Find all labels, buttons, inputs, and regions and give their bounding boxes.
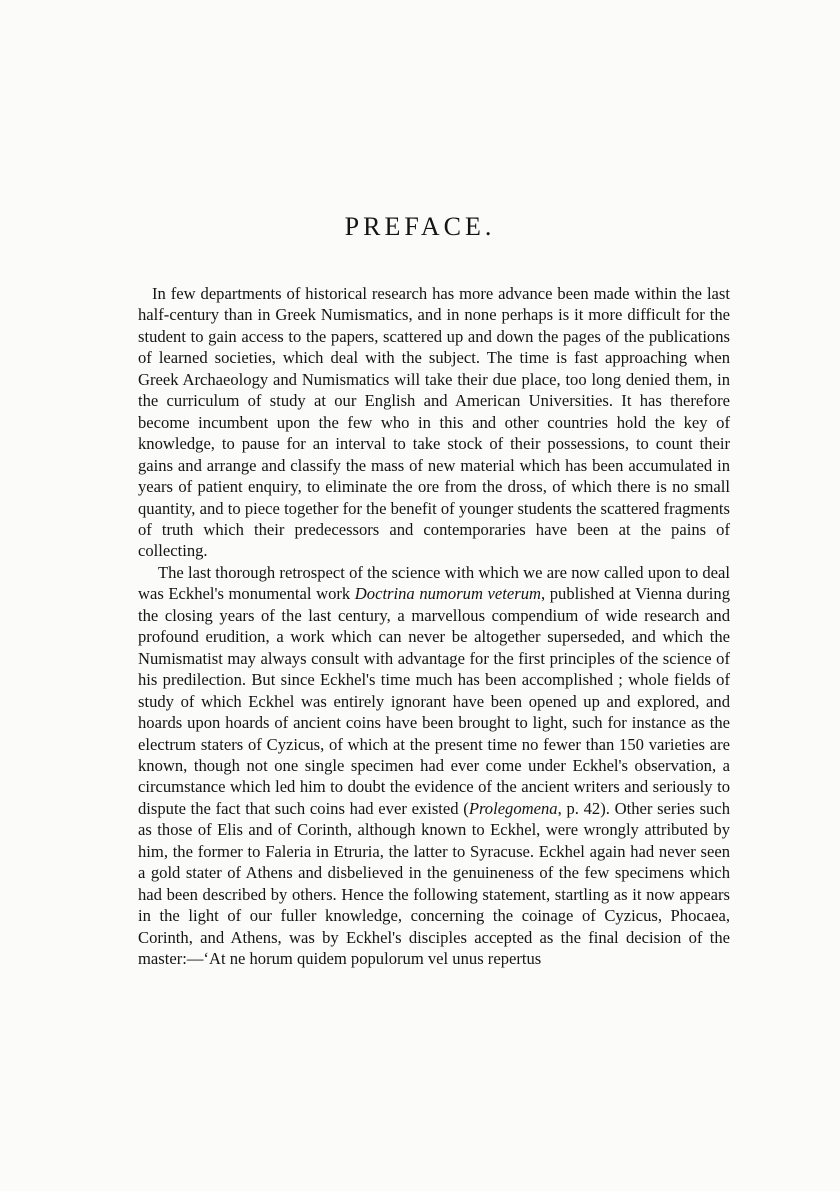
reference-title: Prolegomena bbox=[468, 798, 558, 818]
paragraph-1 bbox=[138, 283, 730, 562]
work-title: Doctrina numorum veterum bbox=[354, 584, 541, 604]
paragraph-1-lead: In bbox=[152, 284, 166, 303]
page-title: PREFACE. bbox=[344, 212, 496, 241]
paragraph-1-text: few departments of historical research has more advance been made within the last half-century than in Greek Numismatics, and in none perhaps is it more difficult for the student to gain access to the papers, scattered up and down the pages of the publications of learned societies, which deal with the subject. The time is fast approaching when Greek Archaeology and Numismatics will take their due place, too long denied them, in the curriculum of study at our English and American Universities. It has therefore become incumbent upon the few who in this and other countries hold the key of knowledge, to pause for an interval to take stock of their possessions, to count their gains and arrange and classify the mass of new material which has been accumulated in years of patient enquiry, to eliminate the ore from the dross, of which there is no small quantity, and to piece together for the benefit of younger students the scattered fragments of truth which their predecessors and contemporaries have been at the pains of collecting. bbox=[138, 284, 730, 561]
paragraph-2 bbox=[138, 562, 730, 970]
preface-body bbox=[138, 283, 730, 970]
paragraph-2-part-2: , published at Vienna during the closing years of the last century, a marvellous compendium of wide research and profound erudition, a work which can never be altogether superseded, and which the Numismatist may always consult with advantage for the first principles of the science of his predilection. But since Eckhel's time much has been accomplished ; whole fields of study of which Eckhel was entirely ignorant have been opened up and explored, and hoards upon hoards of ancient coins have been brought to light, such for instance as the electrum staters of Cyzicus, of which at the present time no fewer than 150 varieties are known, though not one single specimen had ever come under Eckhel's observation, a circumstance which led him to doubt the evidence of the ancient writers and seriously to dispute the fact that such coins had ever existed ( bbox=[138, 584, 730, 818]
paragraph-2-part-3: , p. 42). Other series such as those of Elis and of Corinth, although known to Eckhel, were wrongly attributed by him, the former to Faleria in Etruria, the latter to Syracuse. Eckhel again had never seen a gold stater of Athens and disbelieved in the genuineness of the few specimens which had been described by others. Hence the following statement, startling as it now appears in the light of our fuller knowledge, concerning the coinage of Cyzicus, Phocaea, Corinth, and Athens, was by Eckhel's disciples accepted as the final decision of the master:—‘At ne horum quidem populorum vel unus repertus bbox=[138, 798, 730, 969]
paragraph-2-part-1: The last thorough retrospect of the science with which we are now called upon to deal was Eckhel's monumental work bbox=[138, 562, 730, 604]
